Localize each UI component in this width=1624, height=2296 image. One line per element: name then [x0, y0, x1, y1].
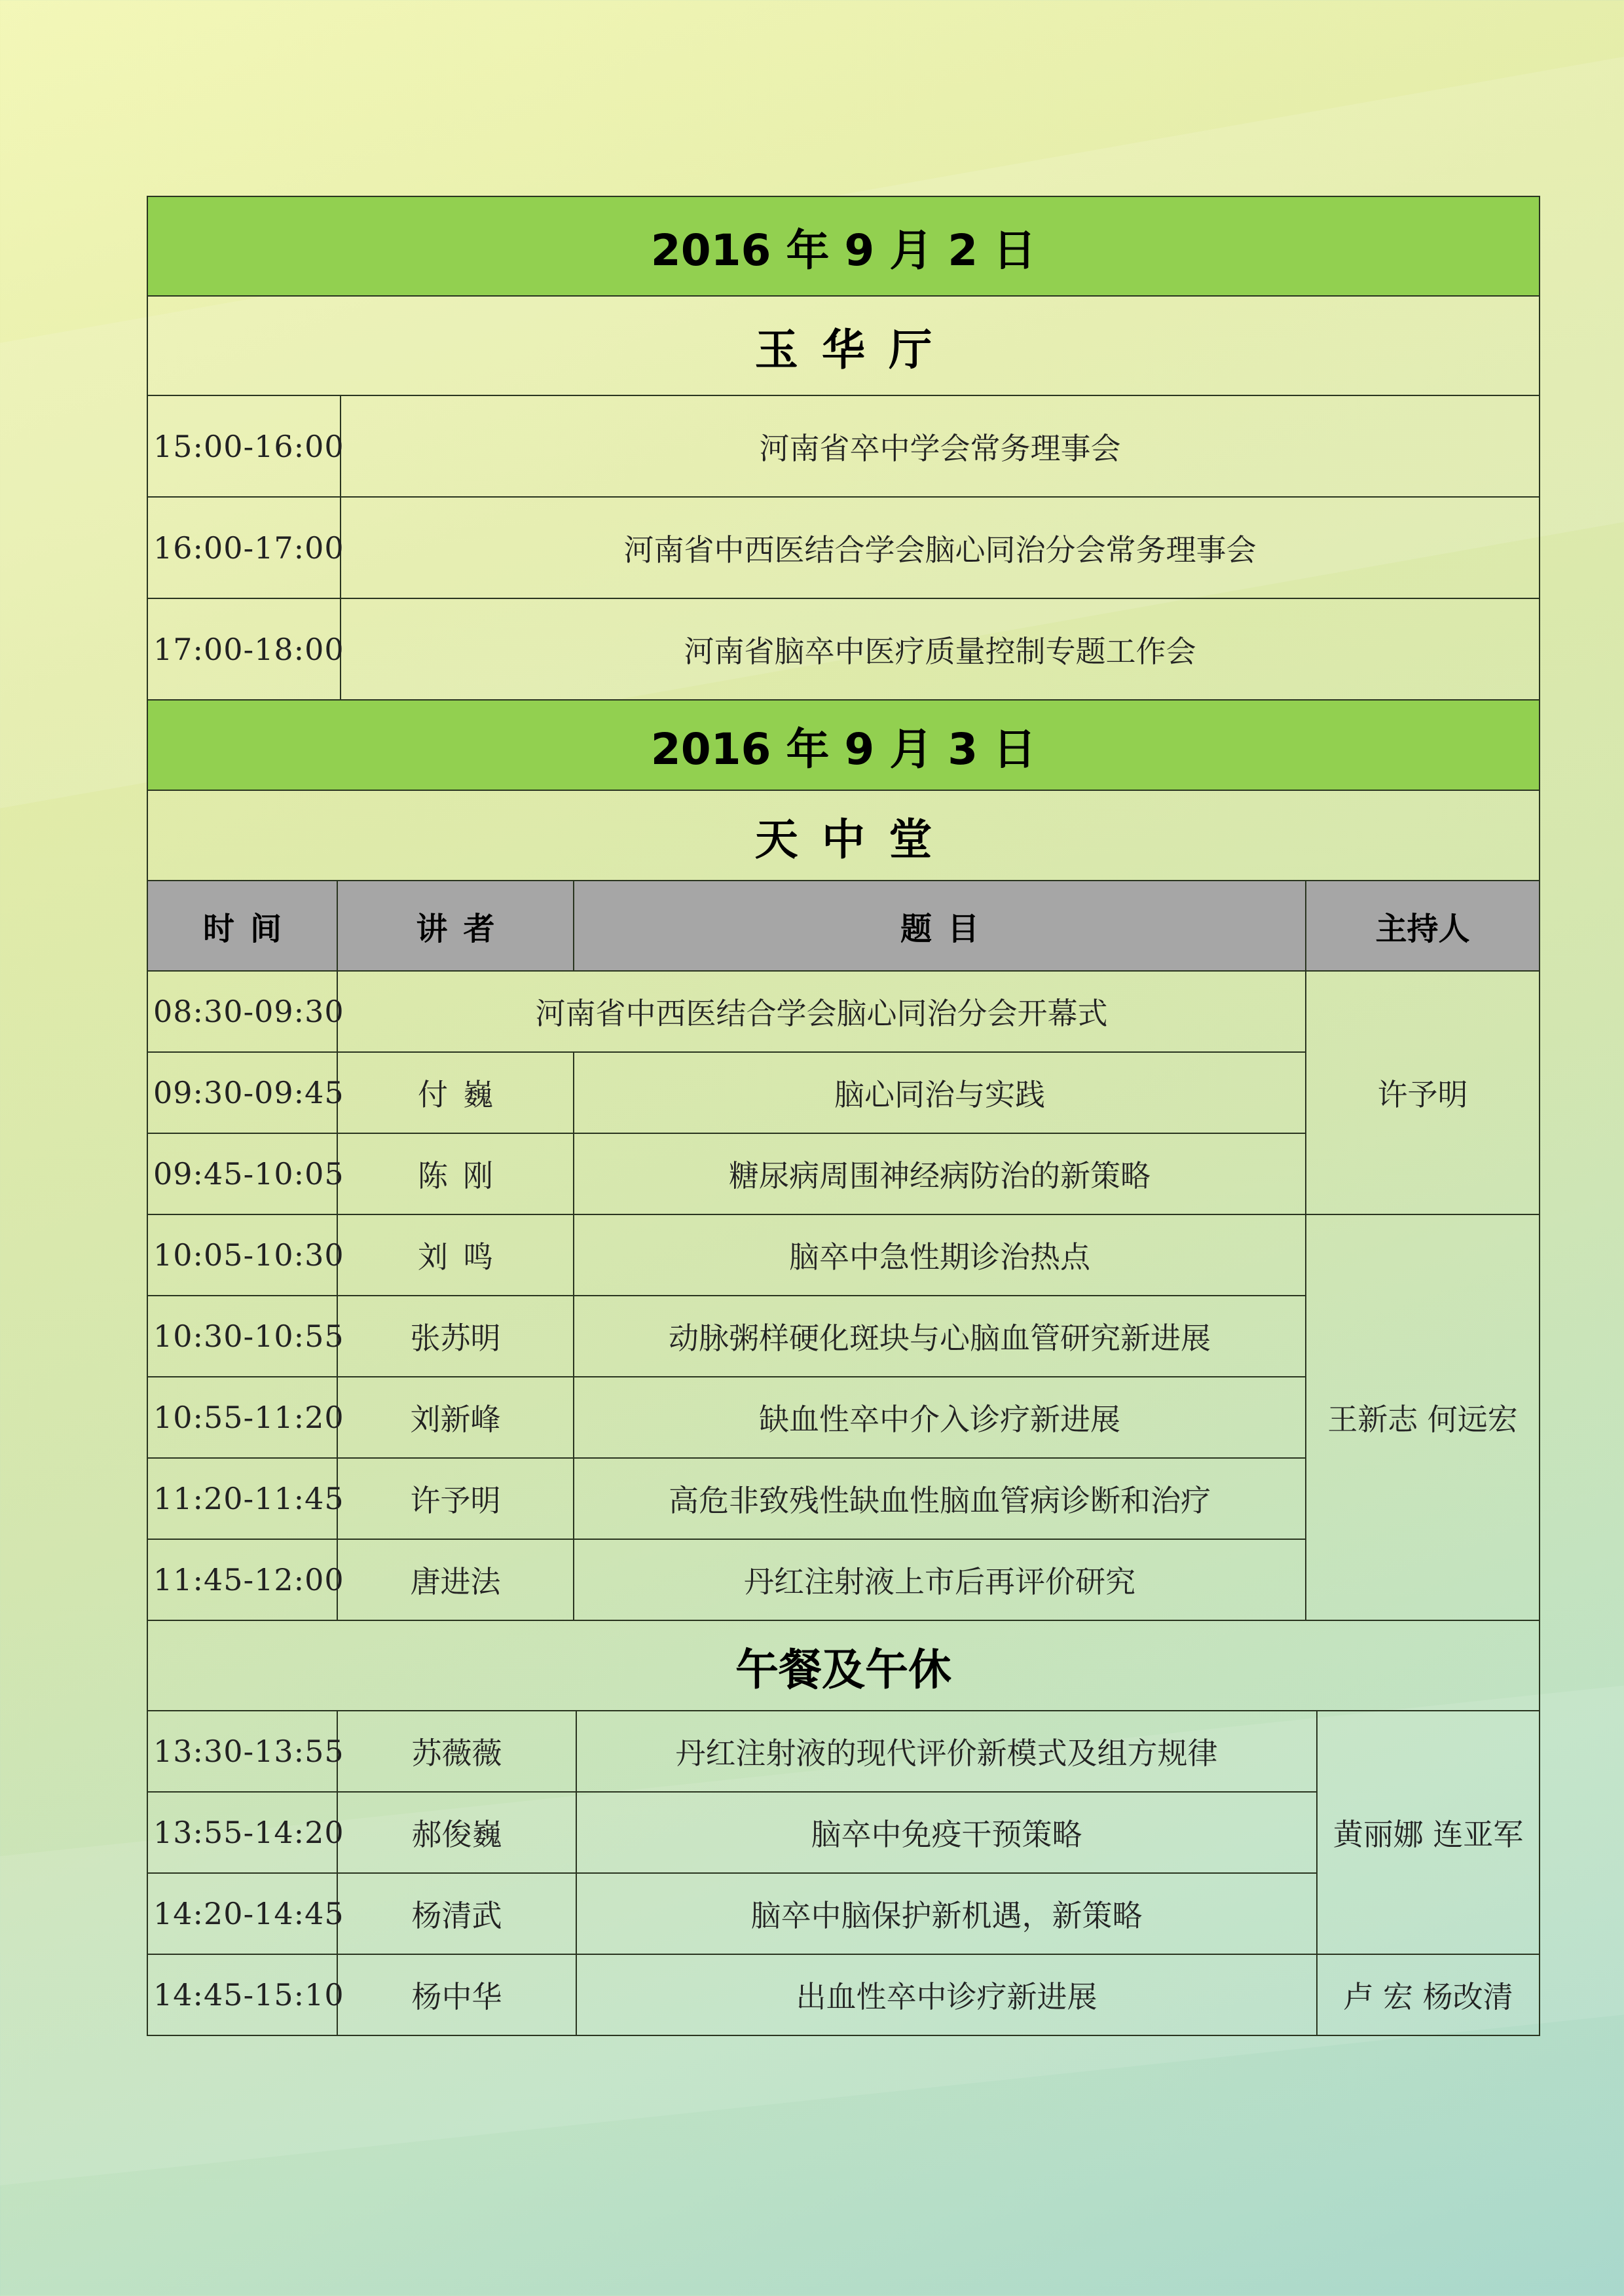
host-cell: 王新志 何远宏 — [1306, 1214, 1540, 1620]
table-row — [147, 497, 1540, 598]
time-cell: 14:20-14:45 — [147, 1873, 337, 1954]
table-row — [147, 1954, 1540, 2035]
table-row — [147, 395, 1540, 497]
table-row — [147, 1711, 1540, 1792]
time-cell: 09:45-10:05 — [147, 1133, 337, 1214]
day1-table — [147, 196, 1540, 701]
column-header-host: 主持人 — [1306, 881, 1540, 971]
speaker-cell: 刘新峰 — [337, 1377, 574, 1458]
host-cell: 许予明 — [1306, 971, 1540, 1214]
day1-hall: 玉华厅 — [147, 296, 1540, 395]
lunch-break: 午餐及午休 — [147, 1620, 1540, 1711]
time-cell: 11:20-11:45 — [147, 1458, 337, 1539]
time-cell: 14:45-15:10 — [147, 1954, 337, 2035]
time-cell: 13:55-14:20 — [147, 1792, 337, 1873]
title-cell: 高危非致残性缺血性脑血管病诊断和治疗 — [574, 1458, 1306, 1539]
host-cell: 黄丽娜 连亚军 — [1317, 1711, 1540, 1954]
title-cell: 动脉粥样硬化斑块与心脑血管研究新进展 — [574, 1296, 1306, 1377]
speaker-cell: 许予明 — [337, 1458, 574, 1539]
time-cell: 11:45-12:00 — [147, 1539, 337, 1620]
table-row — [147, 1214, 1540, 1296]
title-cell: 脑卒中脑保护新机遇，新策略 — [576, 1873, 1317, 1954]
speaker-cell: 唐进法 — [337, 1539, 574, 1620]
speaker-cell: 苏薇薇 — [337, 1711, 576, 1792]
speaker-cell: 杨清武 — [337, 1873, 576, 1954]
title-cell: 河南省中西医结合学会脑心同治分会开幕式 — [337, 971, 1306, 1052]
speaker-cell: 付巍 — [337, 1052, 574, 1133]
column-header-time: 时间 — [147, 881, 337, 971]
time-cell: 10:05-10:30 — [147, 1214, 337, 1296]
time-cell: 08:30-09:30 — [147, 971, 337, 1052]
day1-date: 2016 年 9 月 2 日 — [147, 196, 1540, 296]
day2-date: 2016 年 9 月 3 日 — [147, 701, 1540, 790]
schedule — [147, 196, 1540, 2036]
table-row — [147, 971, 1540, 1052]
time-cell: 10:30-10:55 — [147, 1296, 337, 1377]
speaker-cell: 刘鸣 — [337, 1214, 574, 1296]
speaker-cell: 张苏明 — [337, 1296, 574, 1377]
column-header-speaker: 讲者 — [337, 881, 574, 971]
time-cell: 10:55-11:20 — [147, 1377, 337, 1458]
host-cell: 卢 宏 杨改清 — [1317, 1954, 1540, 2035]
title-cell: 脑卒中免疫干预策略 — [576, 1792, 1317, 1873]
title-cell: 缺血性卒中介入诊疗新进展 — [574, 1377, 1306, 1458]
time-cell: 15:00-16:00 — [147, 395, 341, 497]
time-cell: 16:00-17:00 — [147, 497, 341, 598]
title-cell: 丹红注射液的现代评价新模式及组方规律 — [576, 1711, 1317, 1792]
title-cell: 出血性卒中诊疗新进展 — [576, 1954, 1317, 2035]
table-row — [147, 598, 1540, 700]
time-cell: 17:00-18:00 — [147, 598, 341, 700]
title-cell: 糖尿病周围神经病防治的新策略 — [574, 1133, 1306, 1214]
day2-afternoon-table — [147, 1711, 1540, 2036]
title-cell: 丹红注射液上市后再评价研究 — [574, 1539, 1306, 1620]
title-cell: 河南省卒中学会常务理事会 — [341, 395, 1540, 497]
title-cell: 河南省脑卒中医疗质量控制专题工作会 — [341, 598, 1540, 700]
speaker-cell: 杨中华 — [337, 1954, 576, 2035]
time-cell: 09:30-09:45 — [147, 1052, 337, 1133]
day2-morning-table — [147, 701, 1540, 1711]
speaker-cell: 陈刚 — [337, 1133, 574, 1214]
title-cell: 脑心同治与实践 — [574, 1052, 1306, 1133]
time-cell: 13:30-13:55 — [147, 1711, 337, 1792]
title-cell: 脑卒中急性期诊治热点 — [574, 1214, 1306, 1296]
column-header-topic: 题目 — [574, 881, 1306, 971]
day2-hall: 天中堂 — [147, 790, 1540, 881]
title-cell: 河南省中西医结合学会脑心同治分会常务理事会 — [341, 497, 1540, 598]
speaker-cell: 郝俊巍 — [337, 1792, 576, 1873]
